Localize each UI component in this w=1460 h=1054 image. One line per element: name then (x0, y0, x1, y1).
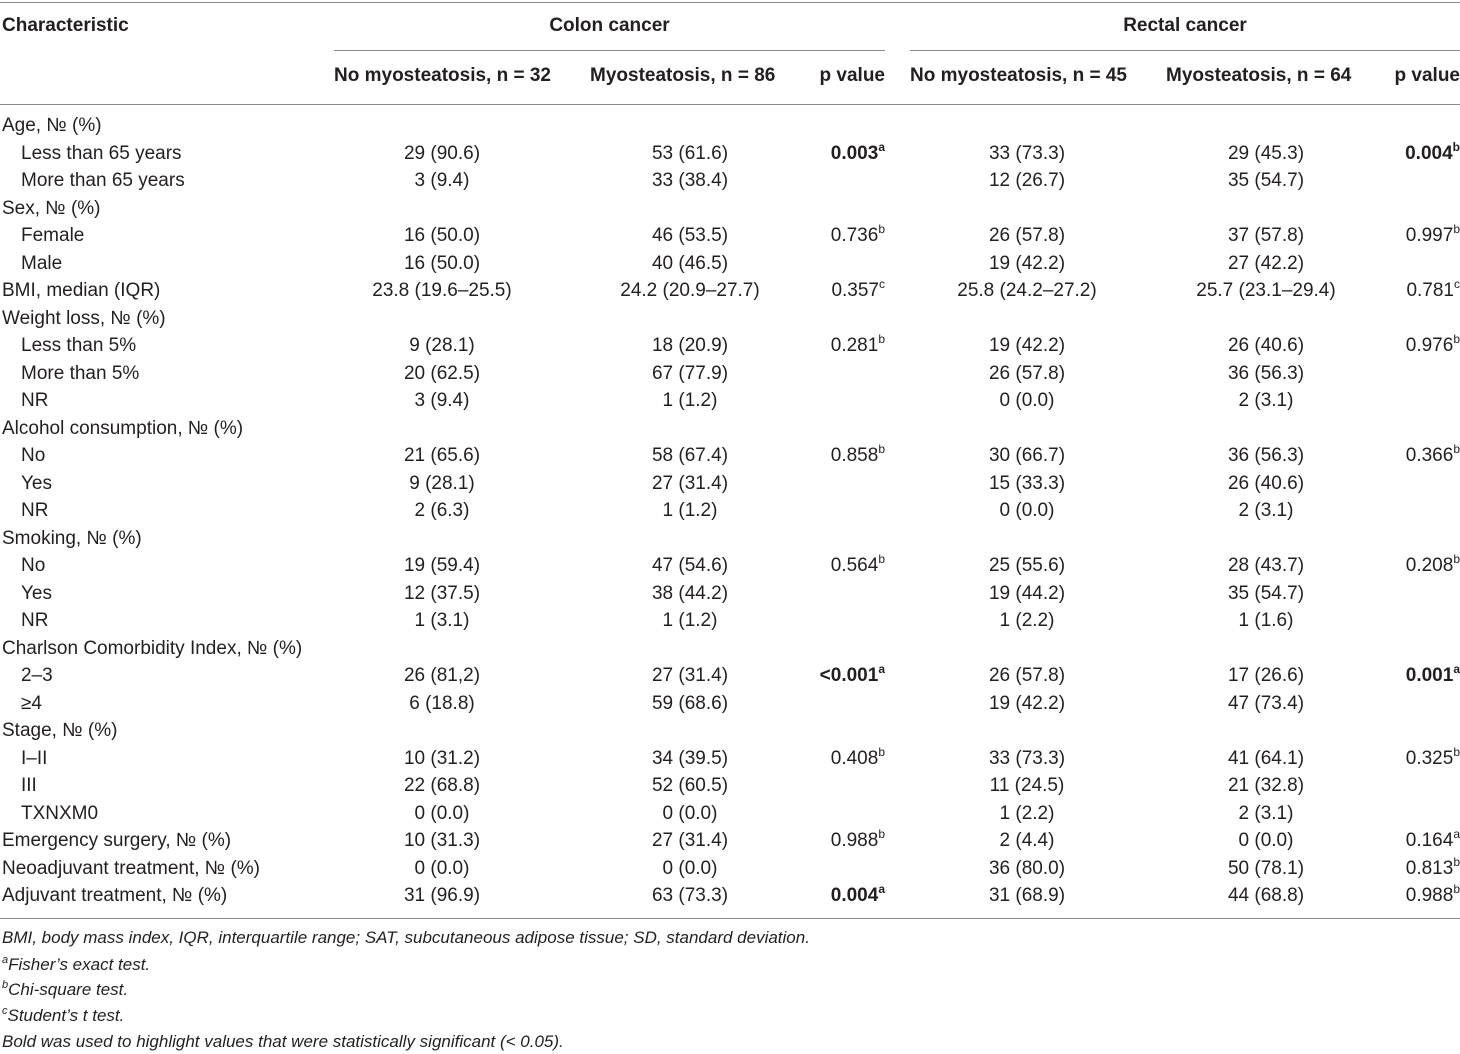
p-value-superscript: b (878, 551, 885, 566)
p-value-text: 0.988 (1405, 885, 1454, 906)
cell-c1: 16 (50.0) (403, 253, 481, 274)
cell-p2-value (1360, 441, 1460, 467)
header-col-rectal-no-myosteatosis: No myosteatosis, n = 45 (910, 65, 1127, 86)
cell-p2-value (1360, 661, 1460, 687)
row-label: ≥4 (21, 693, 42, 714)
p-value-superscript: b (1453, 331, 1460, 346)
footnote-marker: c (2, 1005, 8, 1018)
row-label: Adjuvant treatment, № (%) (2, 885, 228, 906)
cell-c4: 0 (0.0) (1238, 830, 1294, 851)
p-value-superscript: b (1453, 551, 1460, 566)
cell-c4: 21 (32.8) (1227, 775, 1305, 796)
cell-c1: 9 (28.1) (409, 335, 475, 356)
cell-c1: 22 (68.8) (403, 775, 481, 796)
cell-c3: 31 (68.9) (988, 885, 1066, 906)
cell-c1: 16 (50.0) (403, 225, 481, 246)
header-col-rectal-myosteatosis: Myosteatosis, n = 64 (1166, 65, 1352, 86)
cell-p1-value (785, 276, 885, 302)
row-label: Yes (21, 473, 52, 494)
cell-c4: 37 (57.8) (1227, 225, 1305, 246)
cell-c1: 26 (81,2) (403, 665, 481, 686)
cell-c2: 40 (46.5) (651, 253, 729, 274)
cell-c4: 36 (56.3) (1227, 445, 1305, 466)
footnote (2, 980, 128, 1000)
cell-p2-value (1360, 221, 1460, 247)
cell-p1-value (785, 331, 885, 357)
cell-c3: 19 (42.2) (988, 335, 1066, 356)
footnote-text: Bold was used to highlight values that were statistically significant (< 0.05). (2, 1032, 564, 1051)
cell-p1-value (785, 881, 885, 907)
row-label: III (21, 775, 37, 796)
p-value-text: 0.281 (830, 335, 879, 356)
rectal-group-rule (910, 50, 1460, 51)
row-label: Age, № (%) (2, 115, 102, 136)
cell-c2: 24.2 (20.9–27.7) (620, 280, 760, 301)
row-label: Less than 65 years (21, 143, 182, 164)
cell-c3: 25 (55.6) (988, 555, 1066, 576)
cell-c4: 2 (3.1) (1238, 803, 1294, 824)
cell-c4: 36 (56.3) (1227, 363, 1305, 384)
cell-p2-value (1360, 139, 1460, 165)
cell-c4: 28 (43.7) (1227, 555, 1305, 576)
cell-c2: 47 (54.6) (651, 555, 729, 576)
cell-c4: 2 (3.1) (1238, 500, 1294, 521)
p-value-superscript: b (878, 744, 885, 759)
cell-c1: 10 (31.3) (403, 830, 481, 851)
footnote-marker: a (2, 954, 9, 967)
cell-c3: 25.8 (24.2–27.2) (957, 280, 1097, 301)
cell-c1: 29 (90.6) (403, 143, 481, 164)
cell-c1: 21 (65.6) (403, 445, 481, 466)
row-label: Emergency surgery, № (%) (2, 830, 232, 851)
cell-c2: 53 (61.6) (651, 143, 729, 164)
row-label: Male (21, 253, 63, 274)
header-characteristic: Characteristic (2, 15, 129, 36)
cell-p2-value (1360, 826, 1460, 852)
row-label: NR (21, 610, 49, 631)
cell-c4: 17 (26.6) (1227, 665, 1305, 686)
cell-p1-value (785, 221, 885, 247)
header-col-colon-p-value: p value (819, 65, 885, 86)
cell-c3: 1 (2.2) (999, 803, 1055, 824)
cell-c3: 2 (4.4) (999, 830, 1055, 851)
row-label: TXNXM0 (21, 803, 99, 824)
footnote (2, 955, 150, 975)
p-value-text: 0.997 (1405, 225, 1454, 246)
row-label: Charlson Comorbidity Index, № (%) (2, 638, 303, 659)
cell-c2: 38 (44.2) (651, 583, 729, 604)
cell-c1: 9 (28.1) (409, 473, 475, 494)
cell-p1-value (785, 826, 885, 852)
header-col-colon-no-myosteatosis: No myosteatosis, n = 32 (334, 65, 551, 86)
row-label: No (21, 555, 46, 576)
row-label: Smoking, № (%) (2, 528, 142, 549)
p-value-superscript: a (878, 139, 885, 154)
cell-c3: 30 (66.7) (988, 445, 1066, 466)
p-value-text: 0.976 (1405, 335, 1454, 356)
cell-c3: 0 (0.0) (999, 390, 1055, 411)
cell-c4: 25.7 (23.1–29.4) (1196, 280, 1336, 301)
footnote-text: Chi-square test. (8, 980, 129, 999)
cell-c3: 12 (26.7) (988, 170, 1066, 191)
p-value-superscript: b (878, 221, 885, 236)
cell-c1: 20 (62.5) (403, 363, 481, 384)
cell-c2: 27 (31.4) (651, 665, 729, 686)
cell-c2: 63 (73.3) (651, 885, 729, 906)
cell-c1: 0 (0.0) (414, 858, 470, 879)
cell-p2-value (1360, 854, 1460, 880)
cell-c3: 19 (42.2) (988, 253, 1066, 274)
p-value-superscript: b (878, 331, 885, 346)
cell-p2-value (1360, 744, 1460, 770)
cell-p2-value (1360, 551, 1460, 577)
cell-c1: 19 (59.4) (403, 555, 481, 576)
row-label: 2–3 (21, 665, 53, 686)
cell-p1-value (785, 551, 885, 577)
cell-c4: 35 (54.7) (1227, 583, 1305, 604)
p-value-superscript: a (1453, 826, 1460, 841)
p-value-text: 0.357 (831, 280, 879, 301)
cell-c4: 2 (3.1) (1238, 390, 1294, 411)
cell-c3: 33 (73.3) (988, 143, 1066, 164)
cell-c4: 50 (78.1) (1227, 858, 1305, 879)
cell-c4: 27 (42.2) (1227, 253, 1305, 274)
row-label: Neoadjuvant treatment, № (%) (2, 858, 260, 879)
cell-c1: 0 (0.0) (414, 803, 470, 824)
colon-group-rule (334, 50, 885, 51)
cell-c3: 26 (57.8) (988, 225, 1066, 246)
cell-c2: 0 (0.0) (662, 803, 718, 824)
cell-c2: 1 (1.2) (662, 500, 718, 521)
header-bottom-rule (0, 104, 1460, 105)
row-label: NR (21, 500, 49, 521)
header-colon-cancer: Colon cancer (549, 15, 670, 36)
cell-c2: 59 (68.6) (651, 693, 729, 714)
cell-c3: 0 (0.0) (999, 500, 1055, 521)
cell-p2-value (1360, 331, 1460, 357)
cell-c4: 41 (64.1) (1227, 748, 1305, 769)
row-label: Female (21, 225, 85, 246)
cell-c3: 26 (57.8) (988, 665, 1066, 686)
cell-c2: 52 (60.5) (651, 775, 729, 796)
p-value-text: 0.408 (830, 748, 879, 769)
p-value-text: 0.164 (1405, 830, 1454, 851)
p-value-superscript: b (1453, 854, 1460, 869)
footnote (2, 1032, 564, 1052)
p-value-text: 0.813 (1405, 858, 1454, 879)
p-value-superscript: b (1453, 221, 1460, 236)
cell-c2: 1 (1.2) (662, 390, 718, 411)
p-value-text: 0.325 (1405, 748, 1454, 769)
p-value-superscript: b (878, 826, 885, 841)
row-label: I–II (21, 748, 48, 769)
footnote-marker: b (2, 979, 9, 992)
p-value-text: 0.003 (830, 143, 879, 164)
cell-c4: 26 (40.6) (1227, 335, 1305, 356)
row-label: Less than 5% (21, 335, 137, 356)
cell-p1-value (785, 139, 885, 165)
p-value-text: 0.564 (830, 555, 879, 576)
cell-p1-value (785, 744, 885, 770)
cell-p1-value (785, 661, 885, 687)
cell-c4: 47 (73.4) (1227, 693, 1305, 714)
row-label: Yes (21, 583, 52, 604)
cell-c2: 58 (67.4) (651, 445, 729, 466)
footnote (2, 928, 810, 948)
p-value-text: 0.781 (1406, 280, 1454, 301)
cell-p2-value (1360, 276, 1460, 302)
p-value-superscript: c (1454, 276, 1460, 291)
row-label: Stage, № (%) (2, 720, 118, 741)
row-label: Alcohol consumption, № (%) (2, 418, 244, 439)
p-value-superscript: b (1452, 139, 1460, 154)
p-value-superscript: a (878, 661, 885, 676)
row-label: Weight loss, № (%) (2, 308, 166, 329)
header-col-colon-myosteatosis: Myosteatosis, n = 86 (590, 65, 776, 86)
p-value-text: 0.001 (1405, 665, 1454, 686)
cell-c1: 3 (9.4) (414, 390, 470, 411)
row-label: More than 5% (21, 363, 140, 384)
cell-c1: 2 (6.3) (414, 500, 470, 521)
cell-c4: 29 (45.3) (1227, 143, 1305, 164)
cell-c3: 1 (2.2) (999, 610, 1055, 631)
cell-c2: 34 (39.5) (651, 748, 729, 769)
cell-c3: 26 (57.8) (988, 363, 1066, 384)
p-value-superscript: a (878, 881, 885, 896)
cell-c2: 18 (20.9) (651, 335, 729, 356)
p-value-superscript: b (1453, 441, 1460, 456)
p-value-text: 0.366 (1405, 445, 1454, 466)
cell-p1-value (785, 441, 885, 467)
row-label: BMI, median (IQR) (2, 280, 161, 301)
cell-c3: 15 (33.3) (988, 473, 1066, 494)
p-value-superscript: b (1453, 881, 1460, 896)
cell-c4: 26 (40.6) (1227, 473, 1305, 494)
cell-c1: 12 (37.5) (403, 583, 481, 604)
p-value-text: 0.988 (830, 830, 879, 851)
p-value-text: <0.001 (819, 665, 879, 686)
row-label: No (21, 445, 46, 466)
footnote-text: Student’s t test. (7, 1006, 125, 1025)
cell-c3: 33 (73.3) (988, 748, 1066, 769)
cell-c2: 1 (1.2) (662, 610, 718, 631)
cell-c4: 44 (68.8) (1227, 885, 1305, 906)
p-value-text: 0.736 (830, 225, 879, 246)
cell-c3: 36 (80.0) (988, 858, 1066, 879)
cell-c1: 31 (96.9) (403, 885, 481, 906)
cell-p2-value (1360, 881, 1460, 907)
cell-c4: 1 (1.6) (1238, 610, 1294, 631)
cell-c3: 11 (24.5) (989, 775, 1065, 796)
footnote-text: BMI, body mass index, IQR, interquartile range; SAT, subcutaneous adipose tissue; SD, standard deviation. (2, 928, 810, 947)
p-value-text: 0.208 (1405, 555, 1454, 576)
cell-c4: 35 (54.7) (1227, 170, 1305, 191)
cell-c2: 67 (77.9) (651, 363, 729, 384)
footnote-text: Fisher’s exact test. (8, 955, 151, 974)
cell-c2: 27 (31.4) (651, 473, 729, 494)
p-value-superscript: c (879, 276, 885, 291)
header-col-rectal-p-value: p value (1394, 65, 1460, 86)
cell-c1: 6 (18.8) (409, 693, 475, 714)
row-label: NR (21, 390, 49, 411)
p-value-text: 0.004 (1405, 143, 1453, 164)
cell-c1: 3 (9.4) (414, 170, 470, 191)
cell-c1: 10 (31.2) (403, 748, 481, 769)
cell-c2: 0 (0.0) (662, 858, 718, 879)
table-bottom-rule (0, 918, 1460, 919)
cell-c2: 27 (31.4) (651, 830, 729, 851)
p-value-text: 0.858 (830, 445, 879, 466)
top-rule (0, 2, 1460, 3)
cell-c2: 33 (38.4) (651, 170, 729, 191)
row-label: Sex, № (%) (2, 198, 101, 219)
footnote (2, 1006, 124, 1026)
p-value-superscript: b (878, 441, 885, 456)
header-rectal-cancer: Rectal cancer (1123, 15, 1247, 36)
row-label: More than 65 years (21, 170, 185, 191)
cell-c2: 46 (53.5) (651, 225, 729, 246)
cell-c3: 19 (42.2) (988, 693, 1066, 714)
cell-c1: 23.8 (19.6–25.5) (372, 280, 512, 301)
p-value-text: 0.004 (830, 885, 879, 906)
p-value-superscript: a (1453, 661, 1460, 676)
cell-c3: 19 (44.2) (988, 583, 1066, 604)
cell-c1: 1 (3.1) (414, 610, 470, 631)
p-value-superscript: b (1453, 744, 1460, 759)
